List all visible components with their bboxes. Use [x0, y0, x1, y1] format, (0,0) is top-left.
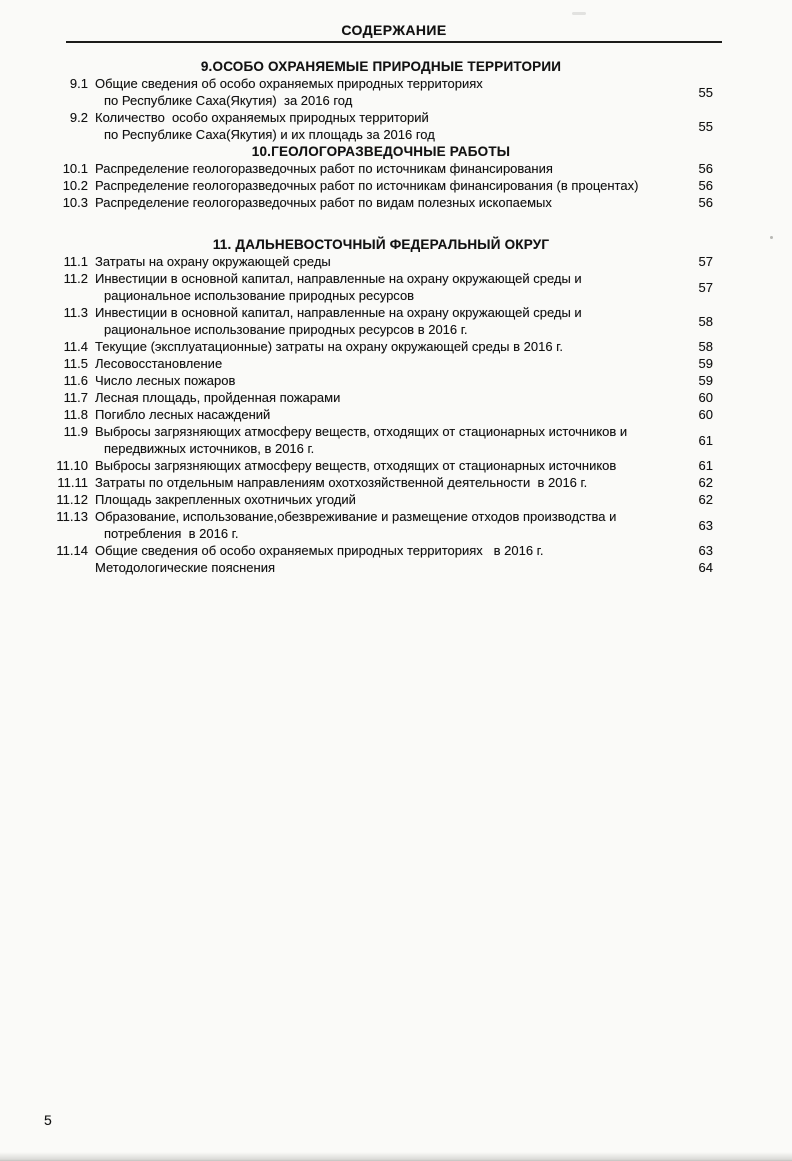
entry-page-number: 62 [698, 492, 713, 507]
entry-number: 11.9 [63, 424, 88, 439]
entry-title-line: Количество особо охраняемых природных территорий [95, 110, 429, 125]
entry-title-line: Распределение геологоразведочных работ по видам полезных ископаемых [95, 195, 552, 210]
section-entries [40, 75, 722, 143]
entry-title-line: рациональное использование природных ресурсов [104, 288, 415, 303]
entry-page-number: 56 [698, 178, 713, 193]
entry-title [95, 253, 663, 270]
toc-section [40, 58, 722, 143]
entry-page-number: 60 [698, 390, 713, 405]
toc-entry [40, 542, 722, 559]
entry-title-line: Текущие (эксплуатационные) затраты на охрану окружающей среды в 2016 г. [95, 339, 563, 354]
entry-page-number: 61 [698, 432, 713, 448]
entry-title [95, 75, 663, 109]
entry-number: 9.2 [69, 110, 88, 125]
table-of-contents [40, 58, 722, 576]
toc-section [40, 143, 722, 211]
entry-page-number: 57 [698, 279, 713, 295]
entry-page-number: 56 [698, 195, 713, 210]
page-number: 5 [44, 1112, 52, 1128]
entry-title-line: Число лесных пожаров [95, 373, 236, 388]
entry-title [95, 508, 663, 542]
toc-entry [40, 355, 722, 372]
entry-number: 11.6 [63, 373, 88, 388]
toc-entry [40, 389, 722, 406]
entry-number: 11.13 [56, 509, 88, 524]
toc-entry [40, 559, 722, 576]
toc-entry [40, 75, 722, 109]
scan-speck [572, 12, 586, 15]
entry-title-line: Распределение геологоразведочных работ по источникам финансирования (в процентах) [95, 178, 639, 193]
entry-number: 11.12 [56, 492, 88, 507]
entry-title-line: по Республике Саха(Якутия) за 2016 год [104, 93, 353, 108]
entry-title [95, 406, 663, 423]
toc-entry [40, 270, 722, 304]
toc-entry [40, 372, 722, 389]
entry-title-line: Общие сведения об особо охраняемых природных территориях [95, 76, 483, 91]
entry-title-line: передвижных источников, в 2016 г. [104, 441, 315, 456]
entry-title [95, 160, 663, 177]
toc-section [40, 236, 722, 576]
entry-title-line: рациональное использование природных ресурсов в 2016 г. [104, 322, 468, 337]
entry-title-line: Инвестиции в основной капитал, направленные на охрану окружающей среды и [95, 305, 582, 320]
entry-title [95, 355, 663, 372]
toc-entry [40, 423, 722, 457]
section-entries [40, 160, 722, 211]
entry-number: 10.3 [62, 195, 88, 210]
entry-number: 11.10 [56, 458, 88, 473]
toc-entry [40, 194, 722, 211]
section-heading: 9.ОСОБО ОХРАНЯЕМЫЕ ПРИРОДНЫЕ ТЕРРИТОРИИ [200, 59, 562, 74]
entry-number: 11.11 [57, 475, 88, 490]
entry-title-line: Погибло лесных насаждений [95, 407, 271, 422]
entry-title [95, 423, 663, 457]
entry-title [95, 457, 663, 474]
entry-page-number: 55 [698, 118, 713, 134]
entry-number: 11.2 [63, 271, 88, 286]
toc-entry [40, 253, 722, 270]
entry-page-number: 58 [698, 339, 713, 354]
entry-title [95, 304, 663, 338]
entry-number: 11.5 [63, 356, 88, 371]
entry-title-line: Распределение геологоразведочных работ по источникам финансирования [95, 161, 553, 176]
toc-entry [40, 338, 722, 355]
entry-title-line: по Республике Саха(Якутия) и их площадь за 2016 год [104, 127, 435, 142]
entry-title [95, 270, 663, 304]
entry-title-line: Выбросы загрязняющих атмосферу веществ, отходящих от стационарных источников и [95, 424, 628, 439]
entry-number: 11.8 [63, 407, 88, 422]
toc-entry [40, 304, 722, 338]
section-entries [40, 253, 722, 576]
entry-title [95, 338, 663, 355]
entry-number: 9.1 [69, 76, 88, 91]
entry-number: 10.2 [62, 178, 88, 193]
entry-title [95, 389, 663, 406]
toc-entry [40, 457, 722, 474]
entry-page-number: 61 [698, 458, 713, 473]
entry-title-line: Лесовосстановление [95, 356, 223, 371]
entry-page-number: 63 [698, 543, 713, 558]
entry-title [95, 559, 663, 576]
entry-title [95, 194, 663, 211]
entry-title [95, 177, 663, 194]
entry-page-number: 55 [698, 84, 713, 100]
entry-title-line: потребления в 2016 г. [104, 526, 239, 541]
toc-entry [40, 160, 722, 177]
entry-number: 11.14 [56, 543, 88, 558]
entry-page-number: 60 [698, 407, 713, 422]
entry-title-line: Затраты по отдельным направлениям охотхозяйственной деятельности в 2016 г. [95, 475, 588, 490]
entry-title-line: Площадь закрепленных охотничьих угодий [95, 492, 356, 507]
section-heading: 11. ДАЛЬНЕВОСТОЧНЫЙ ФЕДЕРАЛЬНЫЙ ОКРУГ [212, 237, 550, 252]
toc-entry [40, 491, 722, 508]
entry-number [40, 559, 88, 576]
scan-speck [770, 236, 773, 239]
entry-title [95, 474, 663, 491]
toc-entry [40, 406, 722, 423]
entry-title-line: Лесная площадь, пройденная пожарами [95, 390, 341, 405]
entry-number: 10.1 [62, 161, 88, 176]
entry-page-number: 59 [698, 356, 713, 371]
entry-number: 11.7 [63, 390, 88, 405]
entry-number: 11.1 [63, 254, 88, 269]
entry-number: 11.3 [63, 305, 88, 320]
entry-page-number: 59 [698, 373, 713, 388]
section-heading: 10.ГЕОЛОГОРАЗВЕДОЧНЫЕ РАБОТЫ [251, 144, 511, 159]
entry-title-line: Общие сведения об особо охраняемых природных территориях в 2016 г. [95, 543, 544, 558]
document-title: СОДЕРЖАНИЕ [66, 21, 722, 43]
toc-entry [40, 508, 722, 542]
entry-title [95, 109, 663, 143]
entry-title-line: Выбросы загрязняющих атмосферу веществ, отходящих от стационарных источников [95, 458, 617, 473]
toc-entry [40, 474, 722, 491]
entry-title [95, 491, 663, 508]
entry-page-number: 63 [698, 517, 713, 533]
toc-entry [40, 109, 722, 143]
entry-title-line: Инвестиции в основной капитал, направленные на охрану окружающей среды и [95, 271, 582, 286]
entry-page-number: 64 [698, 560, 713, 575]
entry-page-number: 62 [698, 475, 713, 490]
entry-title-line: Затраты на охрану окружающей среды [95, 254, 331, 269]
entry-page-number: 57 [698, 254, 713, 269]
entry-page-number: 56 [698, 161, 713, 176]
entry-title-line: Методологические пояснения [95, 560, 276, 575]
entry-title [95, 542, 663, 559]
entry-page-number: 58 [698, 313, 713, 329]
entry-number: 11.4 [63, 339, 88, 354]
entry-title [95, 372, 663, 389]
entry-title-line: Образование, использование,обезвреживание и размещение отходов производства и [95, 509, 617, 524]
toc-entry [40, 177, 722, 194]
